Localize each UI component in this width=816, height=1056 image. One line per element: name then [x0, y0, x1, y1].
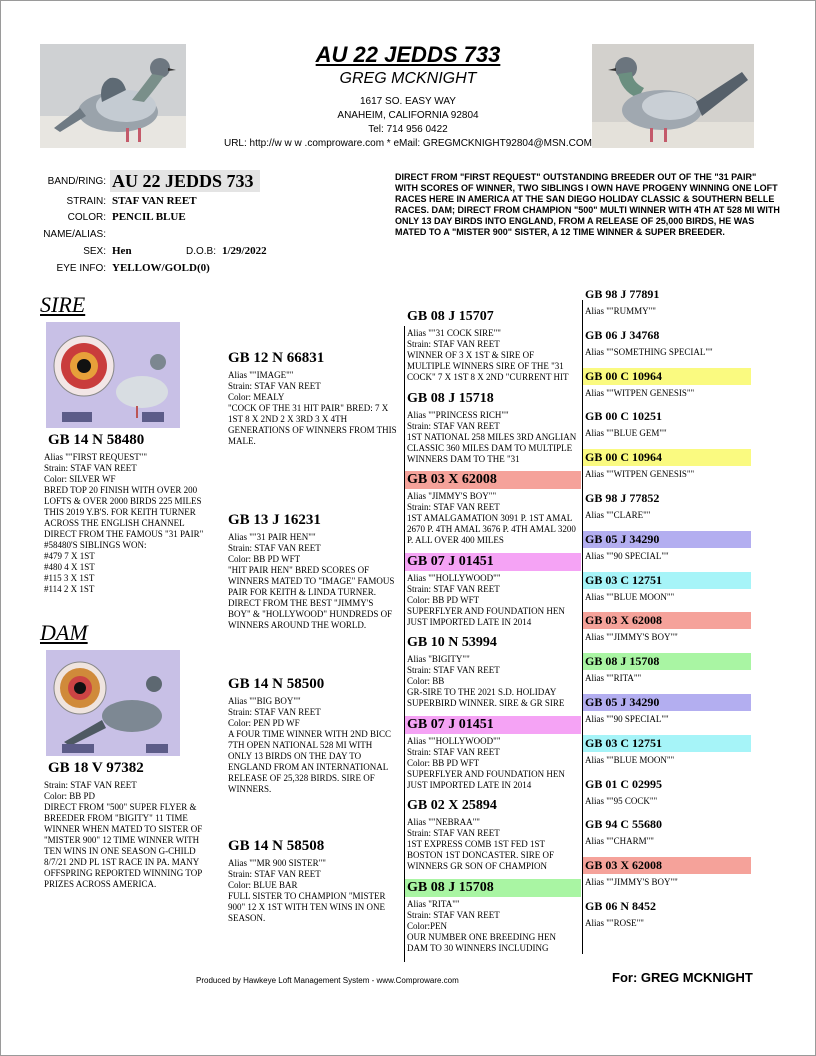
- dam-heading: DAM: [40, 620, 88, 645]
- gen4-band: GB 98 J 77891: [585, 287, 660, 301]
- gen4-band: GB 01 C 02995: [585, 776, 663, 791]
- gen3-band: GB 08 J 15708: [405, 879, 581, 897]
- gen4-alias: Alias ""JIMMY'S BOY"": [585, 632, 678, 643]
- gen4-band: GB 03 X 62008: [583, 857, 751, 874]
- band-value: AU 22 JEDDS 733: [110, 170, 260, 192]
- detail-line: "COCK OF THE 31 HIT PAIR" BRED: 7 X 1ST 8 X 2ND 2 X 3RD 3 X 4TH GENERATIONS OF WINNERS FROM THIS MALE.: [228, 403, 397, 446]
- gen4-alias: Alias ""WITPEN GENESIS"": [585, 469, 695, 480]
- gen4-alias: Alias ""WITPEN GENESIS"": [585, 387, 695, 398]
- detail-line: Color: MEALY: [228, 392, 285, 402]
- gen4-band: GB 00 C 10964: [583, 449, 751, 466]
- detail-line: Color: BLUE BAR: [228, 880, 298, 890]
- detail-line: Alias ""31 COCK SIRE"": [407, 328, 501, 338]
- gen4-alias: Alias ""BLUE MOON"": [585, 591, 675, 602]
- detail-line: Color:PEN: [407, 921, 448, 931]
- gen4-alias: Alias ""CHARM"": [585, 836, 654, 847]
- detail-line: Strain: STAF VAN REET: [44, 463, 137, 473]
- detail-line: A FOUR TIME WINNER WITH 2ND BICC 7TH OPEN NATIONAL 528 MI WITH ONLY 13 BIRDS ON THE DAY TO ENGLAND FROM AN INTERNATIONAL RELEASE OF 25,328 BIRDS. SIRE OF WINNERS.: [228, 729, 392, 794]
- footer-for-owner: For: GREG MCKNIGHT: [612, 970, 753, 985]
- gen4-band: GB 08 J 15708: [583, 653, 751, 670]
- detail-line: FULL SISTER TO CHAMPION "MISTER 900" 12 X 1ST WITH TEN WINS IN ONE SEASON.: [228, 891, 386, 923]
- gen2-band: GB 14 N 58500: [228, 676, 325, 692]
- detail-line: Strain: STAF VAN REET: [228, 869, 321, 879]
- gen4-alias: Alias ""RUMMY"": [585, 306, 656, 316]
- detail-line: Strain: STAF VAN REET: [407, 665, 500, 675]
- gen3-band: GB 08 J 15718: [407, 391, 494, 406]
- gen2-details: [228, 370, 398, 502]
- gen2-band: GB 13 J 16231: [228, 512, 321, 528]
- detail-line: 1ST EXPRESS COMB 1ST FED 1ST BOSTON 1ST DONCASTER. SIRE OF WINNERS GR SON OF CHAMPION: [407, 839, 554, 871]
- detail-line: Strain: STAF VAN REET: [407, 584, 500, 594]
- eye-info-label: EYE INFO:: [56, 263, 106, 274]
- gen4-alias: Alias ""RITA"": [585, 673, 642, 684]
- gen4-band: GB 03 C 12751: [583, 572, 751, 589]
- detail-line: Strain: STAF VAN REET: [407, 910, 500, 920]
- gen4-band: GB 00 C 10964: [583, 368, 751, 385]
- gen4-alias: Alias ""90 SPECIAL"": [585, 550, 669, 561]
- gen2-band: GB 14 N 58508: [228, 838, 325, 854]
- owner-street: 1617 SO. EASY WAY: [360, 96, 456, 107]
- detail-line: Strain: STAF VAN REET: [228, 543, 321, 553]
- detail-line: Color: BB: [407, 676, 445, 686]
- gen4-alias: Alias ""95 COCK"": [585, 795, 658, 806]
- gen3-bracket-line: [404, 326, 405, 962]
- detail-line: Alias ""PRINCESS RICH"": [407, 410, 509, 420]
- strain-label: STRAIN:: [66, 196, 106, 207]
- gen2-details: [228, 696, 398, 828]
- gen4-band: GB 00 C 10251: [585, 409, 663, 424]
- gen4-band: GB 94 C 55680: [585, 817, 663, 832]
- gen2-band: GB 12 N 66831: [228, 350, 325, 366]
- gen4-alias: Alias ""90 SPECIAL"": [585, 714, 669, 724]
- dam-eye-photo: [46, 650, 180, 756]
- sex-label: SEX:: [83, 246, 106, 257]
- owner-name: GREG MCKNIGHT: [339, 70, 477, 87]
- gen4-alias: Alias ""SOMETHING SPECIAL"": [585, 346, 713, 357]
- gen4-band: GB 06 J 34768: [585, 327, 660, 342]
- detail-line: SUPERFLYER AND FOUNDATION HEN JUST IMPORTED LATE IN 2014: [407, 769, 565, 790]
- gen4-band: GB 05 J 34290: [583, 531, 751, 548]
- gen3-details: [407, 491, 579, 551]
- dob-label: D.O.B:: [186, 246, 217, 257]
- owner-city: ANAHEIM, CALIFORNIA 92804: [337, 110, 479, 121]
- detail-line: Strain: STAF VAN REET: [407, 421, 500, 431]
- detail-line: #115 3 X 1ST: [44, 573, 95, 583]
- sex-value: Hen: [112, 245, 132, 257]
- gen3-details: [407, 736, 579, 796]
- name-alias-label: NAME/ALIAS:: [43, 229, 106, 240]
- gen3-details: [407, 328, 579, 388]
- detail-line: Strain: STAF VAN REET: [407, 339, 500, 349]
- dam-details: [44, 780, 214, 900]
- pigeon-photo-left: [40, 44, 186, 148]
- gen3-band: GB 02 X 25894: [407, 798, 497, 813]
- detail-line: WINNER OF 3 X 1ST & SIRE OF MULTIPLE WINNERS SIRE OF THE "31 COCK" 7 X 1ST 8 X 2ND "CURRENT HIT: [407, 350, 569, 382]
- gen4-alias: Alias ""CLARE"": [585, 510, 651, 520]
- detail-line: Color: SILVER WF: [44, 474, 116, 484]
- detail-line: Alias ""31 PAIR HEN"": [228, 532, 316, 542]
- gen4-alias: Alias ""ROSE"": [585, 918, 644, 928]
- dam-band: GB 18 V 97382: [48, 760, 144, 776]
- gen3-details: [407, 573, 579, 633]
- band-label: BAND/RING:: [47, 176, 106, 187]
- detail-line: DIRECT FROM "500" SUPER FLYER & BREEDER FROM "BIGITY" 11 TIME WINNER WHEN MATED TO SISTER OF "MISTER 900" 12 TIME WINNER WITH TEN WINS IN ONE SEASON G-CHILD 8/7/21 2ND PL 1ST RACE IN PA. MANY OFFSPRING REPORTED WINNING TOP PRIZES ACROSS AMERICA.: [44, 802, 203, 889]
- owner-tel: Tel: 714 956 0422: [368, 124, 448, 135]
- gen2-details: [228, 858, 398, 930]
- detail-line: 1ST NATIONAL 258 MILES 3RD ANGLIAN CLASSIC 360 MILES DAM TO MULTIPLE WINNERS DAM TO THE "31: [407, 432, 577, 464]
- detail-line: Alias ""BIG BOY"": [228, 696, 301, 706]
- gen3-band: GB 03 X 62008: [405, 471, 581, 489]
- detail-line: #58480'S SIBLINGS WON:: [44, 540, 147, 550]
- gen3-details: [407, 899, 579, 955]
- detail-line: Alias ""FIRST REQUEST"": [44, 452, 148, 462]
- detail-line: Alias "BIGITY"": [407, 654, 470, 664]
- detail-line: Alias ""NEBRAA"": [407, 817, 480, 827]
- color-value: PENCIL BLUE: [112, 211, 186, 223]
- footer-produced-by: Produced by Hawkeye Loft Management System - www.Comproware.com: [196, 976, 459, 985]
- sire-heading: SIRE: [40, 292, 86, 317]
- detail-line: Alias ""IMAGE"": [228, 370, 294, 380]
- detail-line: Strain: STAF VAN REET: [228, 707, 321, 717]
- gen3-band: GB 10 N 53994: [407, 635, 497, 650]
- sire-eye-photo: [46, 322, 180, 428]
- gen3-details: [407, 817, 579, 877]
- detail-line: Strain: STAF VAN REET: [407, 747, 500, 757]
- sire-band: GB 14 N 58480: [48, 432, 145, 448]
- detail-line: Color: BB PD WFT: [407, 595, 480, 605]
- gen4-band: GB 03 X 62008: [583, 612, 751, 629]
- gen4-band: GB 05 J 34290: [583, 694, 751, 711]
- detail-line: Alias ""MR 900 SISTER"": [228, 858, 326, 868]
- detail-line: Strain: STAF VAN REET: [228, 381, 321, 391]
- detail-line: OUR NUMBER ONE BREEDING HEN DAM TO 30 WINNERS INCLUDING: [407, 932, 556, 953]
- gen2-details: [228, 532, 398, 664]
- gen3-band: GB 07 J 01451: [405, 716, 581, 734]
- gen4-alias: Alias ""BLUE MOON"": [585, 754, 675, 765]
- detail-line: Strain: STAF VAN REET: [407, 502, 500, 512]
- detail-line: GR-SIRE TO THE 2021 S.D. HOLIDAY SUPERBIRD WINNER. SIRE & GR SIRE: [407, 687, 565, 708]
- gen4-band: GB 03 C 12751: [583, 735, 751, 752]
- detail-line: Color: BB PD WFT: [228, 554, 301, 564]
- gen3-band: GB 08 J 15707: [407, 309, 494, 324]
- detail-line: Color: BB PD WFT: [407, 758, 480, 768]
- gen4-band: GB 06 N 8452: [585, 899, 657, 913]
- gen4-bracket-line: [582, 300, 583, 954]
- eye-info-value: YELLOW/GOLD(0): [112, 262, 210, 274]
- detail-line: "HIT PAIR HEN" BRED SCORES OF WINNERS MATED TO "IMAGE" FAMOUS PAIR FOR KEITH & LINDA TURNER. DIRECT FROM THE BEST "JIMMY'S BOY" & "HOLLYWOOD" HUNDREDS OF WINNERS AROUND THE WORLD.: [228, 565, 395, 630]
- detail-line: Color: PEN PD WF: [228, 718, 300, 728]
- detail-line: Alias "JIMMY'S BOY"": [407, 491, 497, 501]
- gen4-alias: Alias ""BLUE GEM"": [585, 428, 667, 439]
- detail-line: Strain: STAF VAN REET: [407, 828, 500, 838]
- page-title: AU 22 JEDDS 733: [315, 42, 501, 67]
- detail-line: #479 7 X 1ST: [44, 551, 95, 561]
- detail-line: Color: BB PD: [44, 791, 96, 801]
- bird-description: DIRECT FROM "FIRST REQUEST" OUTSTANDING BREEDER OUT OF THE "31 PAIR" WITH SCORES OF WINNER, TWO SIBLINGS I OWN HAVE PROGENY WINNING ONE LOFT RACES HERE IN AMERICA AT THE SAN DIEGO HOLIDAY CLASSIC & SOUTHERN BELLE RACES. DAM; DIRECT FROM CHAMPION "500" MULTI WINNER WITH 4TH AT 528 MI WITH ONLY 13 DAY BIRDS INTO ENGLAND, FROM A RELEASE OF 25,000 BIRDS, HE WAS MATED TO A "MISTER 900" SISTER, A 12 TIME WINNER & SUPER BREEDER.: [395, 172, 780, 237]
- detail-line: #114 2 X 1ST: [44, 584, 95, 594]
- detail-line: 1ST AMALGAMATION 3091 P. 1ST AMAL 2670 P. 4TH AMAL 3676 P. 4TH AMAL 3200 P. ALL OVER 400 MILES: [407, 513, 576, 545]
- detail-line: Alias ""HOLLYWOOD"": [407, 573, 501, 583]
- sire-details: [44, 452, 214, 612]
- gen4-band: GB 98 J 77852: [585, 491, 660, 505]
- color-label: COLOR:: [67, 212, 106, 223]
- detail-line: SUPERFLYER AND FOUNDATION HEN JUST IMPORTED LATE IN 2014: [407, 606, 565, 627]
- strain-value: STAF VAN REET: [112, 195, 197, 207]
- dob-value: 1/29/2022: [222, 245, 267, 257]
- owner-web: URL: http://w w w .comproware.com * eMail: GREGMCKNIGHT92804@MSN.COM: [223, 138, 592, 149]
- detail-line: Alias "RITA"": [407, 899, 460, 909]
- detail-line: Alias ""HOLLYWOOD"": [407, 736, 501, 746]
- gen3-details: [407, 654, 579, 714]
- gen3-band: GB 07 J 01451: [405, 553, 581, 571]
- detail-line: Strain: STAF VAN REET: [44, 780, 137, 790]
- gen3-details: [407, 410, 579, 470]
- gen4-alias: Alias ""JIMMY'S BOY"": [585, 877, 678, 888]
- detail-line: #480 4 X 1ST: [44, 562, 95, 572]
- detail-line: BRED TOP 20 FINISH WITH OVER 200 LOFTS & OVER 2000 BIRDS 225 MILES THIS 2019 Y.B'S. FOR KEITH TURNER ACROSS THE ENGLISH CHANNEL DIRECT FROM THE FAMOUS "31 PAIR": [44, 485, 204, 539]
